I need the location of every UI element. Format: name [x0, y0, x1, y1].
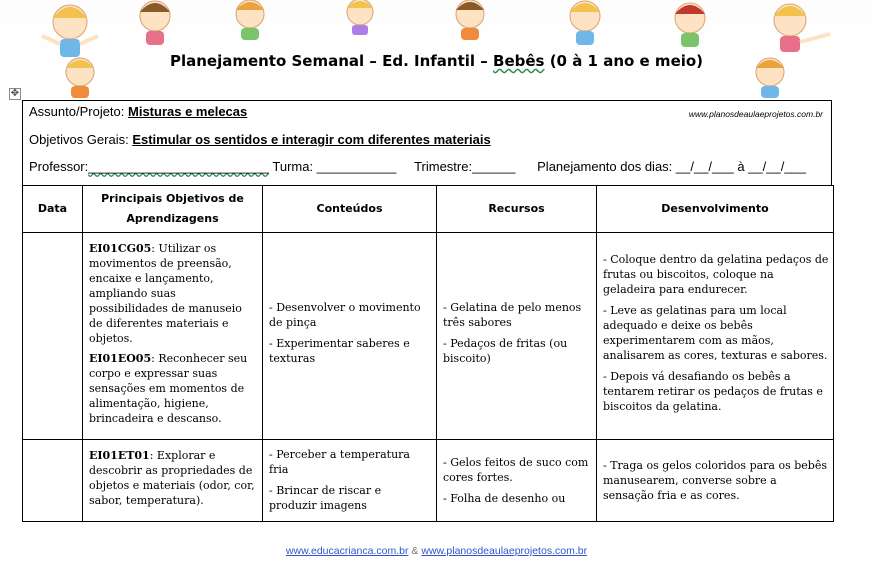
trimestre-field: Trimestre:______	[414, 159, 516, 174]
subject-value: Misturas e melecas	[128, 104, 248, 119]
objective-code: EI01CG05	[89, 242, 152, 255]
footer-separator: &	[408, 545, 422, 557]
objective-item	[89, 351, 258, 426]
header-recursos: Recursos	[437, 186, 597, 233]
child-figure-8	[774, 4, 830, 52]
cartoon-children-illustration	[0, 0, 873, 100]
recursos-cell	[437, 233, 597, 440]
child-figure-1	[42, 5, 98, 57]
professor-row	[29, 159, 806, 174]
header-box	[22, 100, 832, 185]
title-age-range: (0 à 1 ano e meio)	[544, 52, 704, 70]
list-item: - Folha de desenho ou	[443, 491, 566, 505]
planejamento-field: Planejamento dos dias: __/__/___ à __/__/___	[537, 159, 807, 174]
kids-banner	[0, 0, 873, 100]
header-data: Data	[23, 186, 83, 233]
objectives-value: Estimular os sentidos e interagir com diferentes materiais	[132, 132, 491, 147]
professor-blank: _________________________	[88, 159, 269, 174]
objective-text: : Reconhecer seu corpo e expressar suas sensações em momentos de alimentação, higiene, brincadeira e descanso.	[89, 352, 248, 425]
desenvolvimento-cell	[597, 440, 834, 522]
objectives-cell	[83, 440, 263, 522]
objectives-row	[29, 132, 491, 147]
date-cell	[23, 440, 83, 522]
conteudos-cell	[263, 440, 437, 522]
list-item: - Brincar de riscar e produzir imagens	[269, 484, 382, 512]
objective-item	[89, 448, 258, 508]
page-title	[0, 52, 873, 70]
desenvolvimento-cell	[597, 233, 834, 440]
list-item: - Gelos feitos de suco com cores fortes.	[443, 455, 589, 484]
planning-table	[22, 185, 834, 522]
title-text: Planejamento Semanal – Ed. Infantil –	[169, 52, 494, 70]
header-objectives: Principais Objetivos de Aprendizagens	[83, 186, 263, 233]
footer-link-planosdeaula[interactable]: www.planosdeaulaeprojetos.com.br	[421, 545, 588, 557]
objective-text: : Utilizar os movimentos de preensão, encaixe e lançamento, ampliando suas possibilidades de manuseio de diferentes materiais e objetos.	[89, 242, 242, 345]
child-figure-6	[570, 1, 600, 45]
list-item: - Traga os gelos coloridos para os bebês manusearem, converse sobre a sensação fria e as cores.	[603, 458, 827, 502]
list-item: - Experimentar saberes e texturas	[269, 337, 410, 365]
date-cell	[23, 233, 83, 440]
table-row	[23, 440, 834, 522]
professor-label: Professor:	[29, 159, 89, 174]
subject-row	[29, 104, 247, 119]
objectives-label: Objetivos Gerais:	[29, 132, 133, 147]
child-figure-7	[675, 3, 705, 47]
list-item: - Depois vá desafiando os bebês a tentarem retirar os pedaços de frutas e biscoitos da gelatina.	[603, 370, 823, 413]
header-desenvolvimento: Desenvolvimento	[597, 186, 834, 233]
conteudos-cell	[263, 233, 437, 440]
title-babies: Bebês	[493, 52, 545, 70]
objective-code: EI01EO05	[89, 352, 152, 365]
list-item: - Coloque dentro da gelatina pedaços de frutas ou biscoitos, coloque na geladeira para endurecer.	[603, 253, 829, 296]
list-item: - Gelatina de pelo menos três sabores	[443, 301, 582, 329]
objective-text: : Explorar e descobrir as propriedades de objetos e materiais (odor, cor, sabor, temperatura).	[89, 449, 255, 507]
objectives-cell	[83, 233, 263, 440]
turma-field: Turma: ___________	[272, 159, 397, 174]
child-figure-2	[140, 1, 170, 45]
list-item: - Perceber a temperatura fria	[269, 448, 410, 476]
list-item: - Pedaços de fritas (ou biscoito)	[443, 337, 568, 365]
recursos-cell	[437, 440, 597, 522]
table-move-handle-icon[interactable]: ✥	[10, 88, 20, 99]
footer	[0, 545, 873, 557]
subject-label: Assunto/Projeto:	[29, 104, 128, 119]
list-item: - Desenvolver o movimento de pinça	[269, 301, 421, 329]
child-figure-4	[347, 0, 373, 35]
list-item: - Leve as gelatinas para um local adequado e deixe os bebês experimentarem com as mãos, analisarem as cores, texturas e sabores.	[603, 304, 828, 362]
footer-link-educacrianca[interactable]: www.educacrianca.com.br	[285, 545, 409, 557]
table-row	[23, 233, 834, 440]
table-header-row	[23, 186, 834, 233]
objective-code: EI01ET01	[89, 449, 150, 462]
header-conteudos: Conteúdos	[263, 186, 437, 233]
objective-item	[89, 241, 258, 346]
child-figure-3	[236, 0, 264, 40]
website-label: www.planosdeaulaeprojetos.com.br	[688, 109, 823, 119]
child-figure-5	[456, 0, 484, 40]
